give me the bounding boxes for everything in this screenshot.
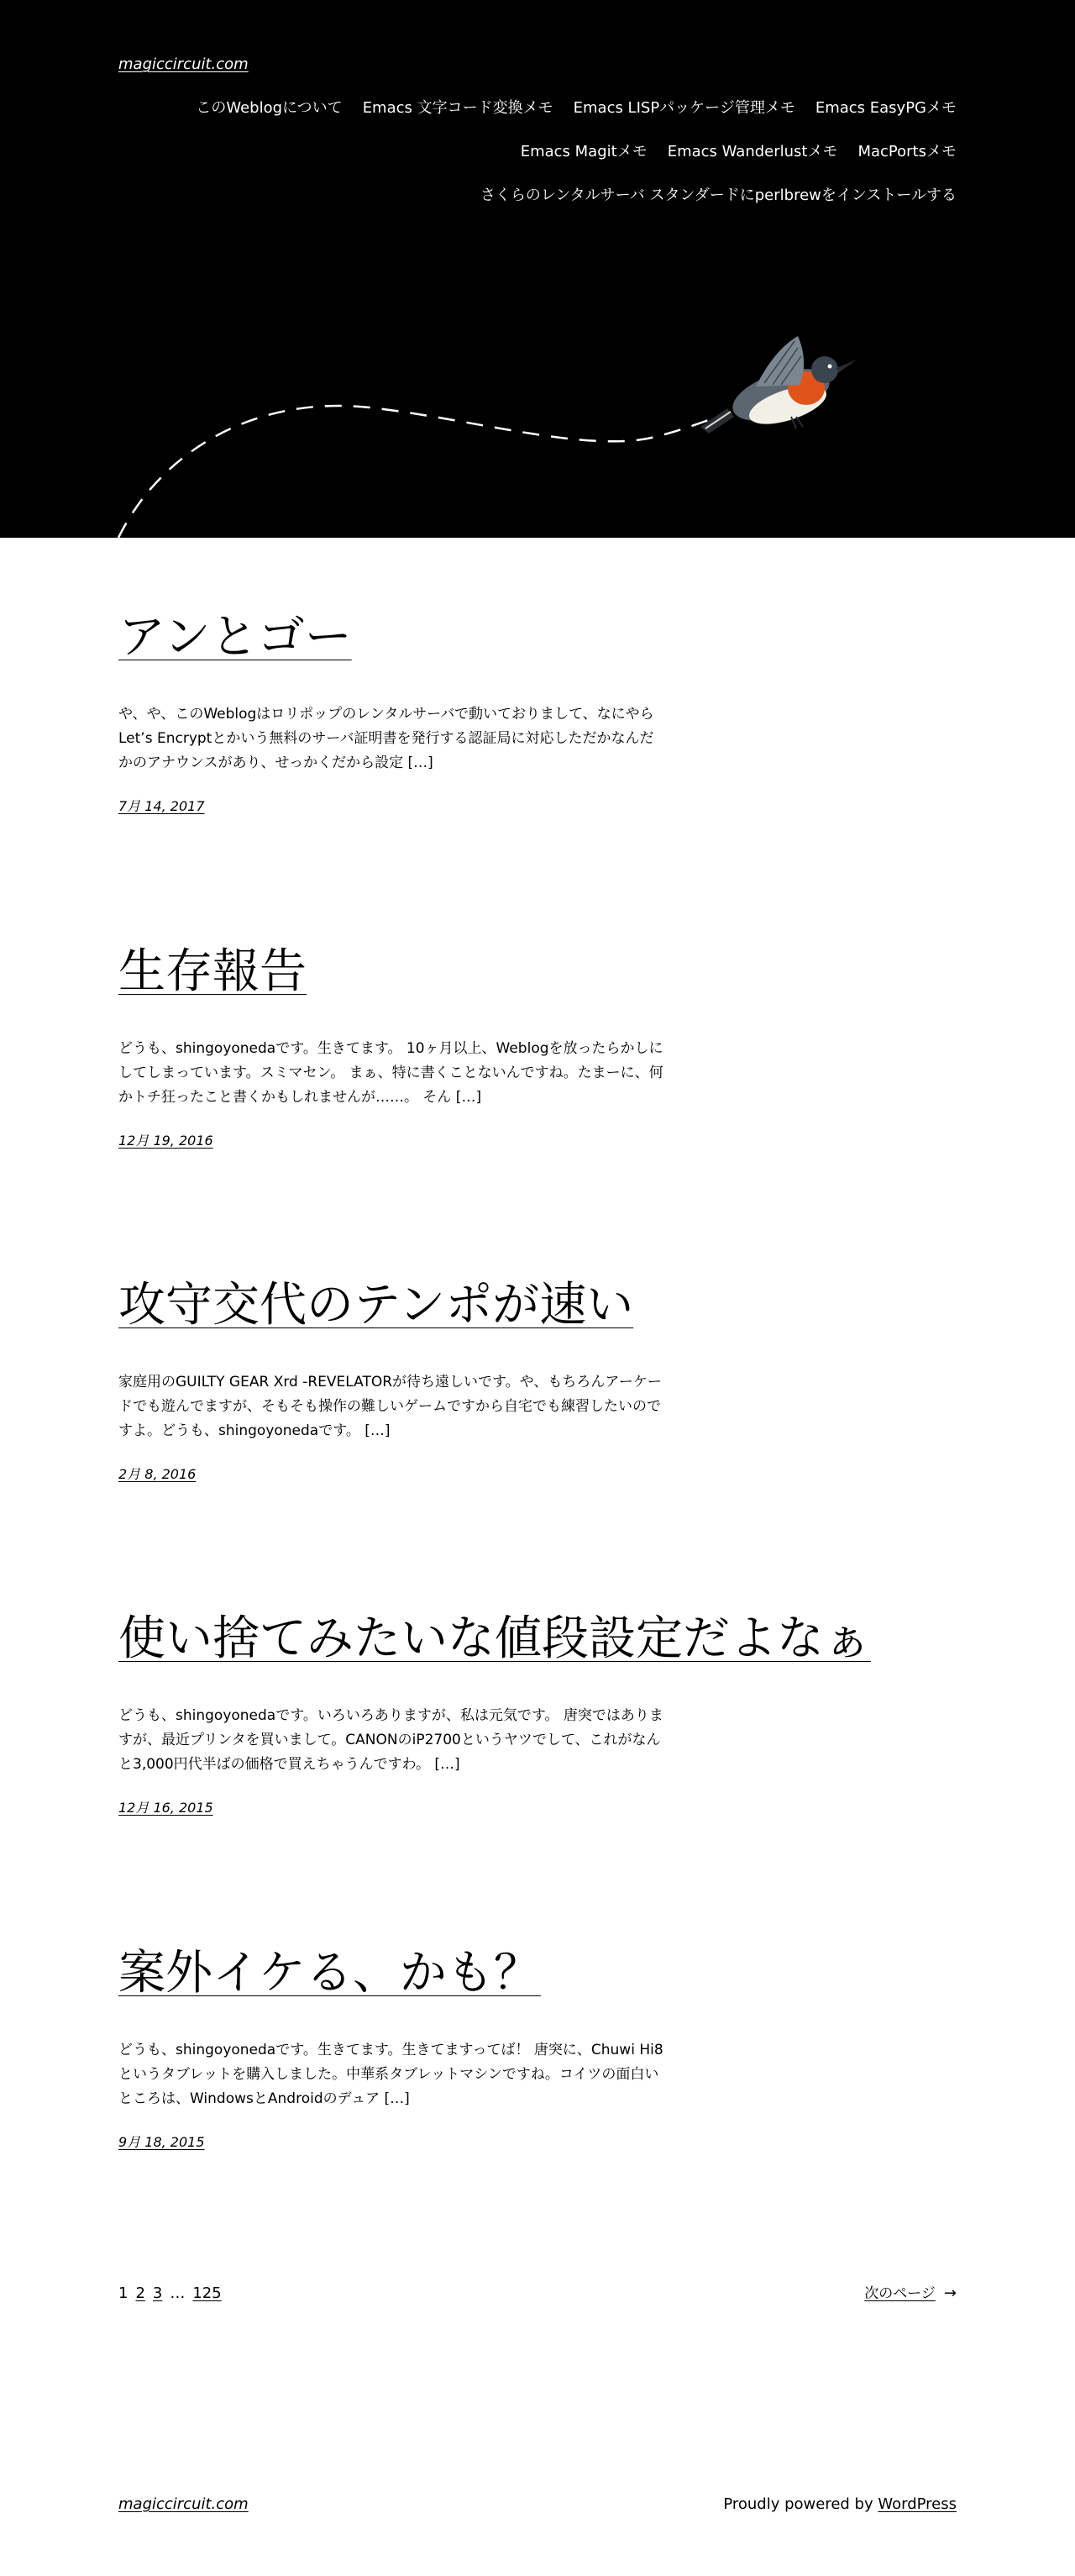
page-number-link[interactable]: 125 [192, 2284, 222, 2302]
nav-row-2 [521, 143, 957, 161]
bird-flight-icon [0, 0, 1075, 538]
post-item [118, 1278, 832, 1483]
nav-link-emacs-magit[interactable]: Emacs Magitメモ [520, 143, 648, 160]
page-ellipsis: … [170, 2284, 186, 2302]
post-item [118, 1611, 871, 1816]
footer-site-title-link[interactable]: magiccircuit.com [118, 2495, 249, 2513]
footer-credit [723, 2495, 957, 2513]
post-title-link[interactable]: 案外イケる、かも？ [118, 1946, 541, 2000]
post-title-link[interactable]: 攻守交代のテンポが速い [118, 1278, 634, 1333]
post-date-link[interactable]: 9月 18, 2015 [118, 2134, 205, 2150]
nav-link-emacs-lisp-packages[interactable]: Emacs LISPパッケージ管理メモ [573, 99, 795, 117]
post-excerpt: どうも、shingoyonedaです。いろいろありますが、私は元気です。 唐突ではありますが、最近プリンタを買いまして。CANONのiP2700というヤツでして、これがなんと3,000円代半ばの価格で買えちゃうんですわ。 […] [118, 1707, 663, 1773]
next-page-link[interactable] [864, 2282, 957, 2305]
site-header [0, 0, 1075, 538]
page-number-link[interactable]: 2 [135, 2284, 145, 2302]
post-title-link[interactable]: アンとゴー [118, 610, 352, 665]
nav-row-3 [480, 187, 957, 205]
page-numbers [118, 2282, 222, 2305]
post-date-link[interactable]: 12月 16, 2015 [118, 1800, 213, 1816]
next-page-label: 次のページ [864, 2285, 936, 2302]
wordpress-link[interactable]: WordPress [878, 2495, 957, 2513]
post-title-link[interactable]: 生存報告 [118, 944, 307, 999]
post-date-link[interactable]: 2月 8, 2016 [118, 1466, 197, 1482]
post-title-link[interactable]: 使い捨てみたいな値段設定だよなぁ [118, 1611, 871, 1666]
nav-row-1 [196, 99, 957, 118]
nav-link-sakura-perlbrew[interactable]: さくらのレンタルサーバ スタンダードにperlbrewをインストールする [480, 187, 957, 204]
post-date-link[interactable]: 7月 14, 2017 [118, 798, 205, 814]
primary-nav [117, 99, 957, 205]
arrow-right-icon: → [943, 2284, 957, 2302]
site-footer [118, 2495, 957, 2513]
post-excerpt: どうも、shingoyonedaです。生きてます。 10ヶ月以上、Weblogを放ったらかしにしてしまっています。スミマセン。 まぁ、特に書くことないんですね。たまーに、何かトチ狂ったこと書くかもしれませんが……。 そん […] [118, 1040, 663, 1106]
nav-link-emacs-wanderlust[interactable]: Emacs Wanderlustメモ [667, 143, 838, 160]
post-excerpt: どうも、shingoyonedaです。生きてます。生きてますってば！ 唐突に、Chuwi Hi8というタブレットを購入しました。中華系タブレットマシンですね。コイツの面白いところは、WindowsとAndroidのデュア […] [118, 2042, 663, 2107]
nav-link-emacs-encoding[interactable]: Emacs 文字コード変換メモ [362, 99, 553, 117]
post-item [118, 944, 832, 1149]
post-item [118, 610, 832, 815]
post-item [118, 1946, 832, 2151]
page-number-link[interactable]: 3 [152, 2284, 163, 2302]
site-title-link[interactable]: magiccircuit.com [118, 55, 249, 73]
page-number-current: 1 [118, 2284, 128, 2302]
nav-link-about[interactable]: このWeblogについて [196, 99, 343, 117]
nav-link-macports[interactable]: MacPortsメモ [857, 143, 957, 160]
post-excerpt: 家庭用のGUILTY GEAR Xrd -REVELATORが待ち遠しいです。や、もちろんアーケードでも遊んでますが、そもそも操作の難しいゲームですから自宅でも練習したいのですよ。どうも、shingoyonedaです。 […] [118, 1374, 662, 1439]
post-excerpt: や、や、このWeblogはロリポップのレンタルサーバで動いておりまして、なにやらLet’s Encryptとかいう無料のサーバ証明書を発行する認証局に対応しただかなんだかのアナウンスがあり、せっかくだから設定 […] [118, 706, 654, 771]
pagination [118, 2282, 957, 2305]
nav-link-emacs-easypg[interactable]: Emacs EasyPGメモ [815, 99, 957, 117]
footer-credit-text: Proudly powered by [723, 2495, 878, 2513]
post-date-link[interactable]: 12月 19, 2016 [118, 1133, 213, 1149]
